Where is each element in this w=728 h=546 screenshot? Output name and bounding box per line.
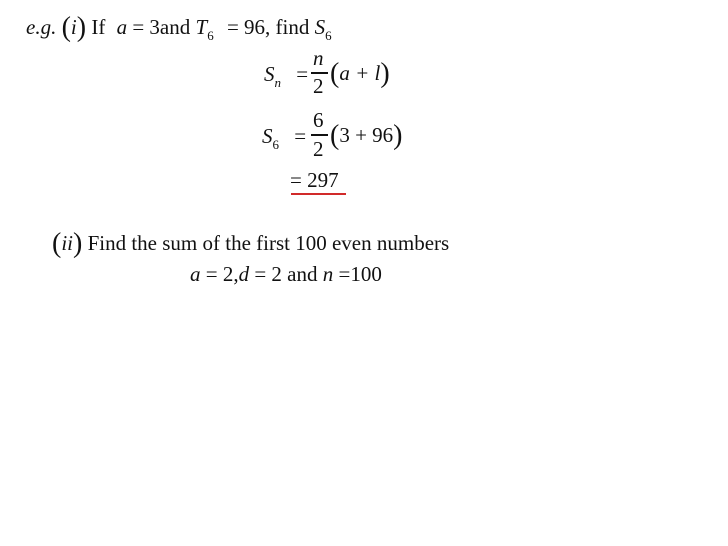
- substitution-lhs: [262, 124, 307, 152]
- given-d: d: [238, 262, 250, 286]
- open-paren: (: [61, 12, 71, 43]
- eg-label: e.g.: [26, 15, 57, 39]
- given-a: a: [190, 262, 201, 286]
- subst-denominator: 2: [313, 137, 324, 161]
- S-subscript: 6: [325, 28, 332, 43]
- formula-denominator: 2: [313, 74, 324, 98]
- given-n: n: [322, 262, 334, 286]
- subst-subscript: 6: [272, 137, 279, 152]
- given-a-value: = 2,: [205, 262, 239, 286]
- formula-expr: a + l: [339, 61, 381, 85]
- result-underline: [291, 193, 346, 195]
- T-subscript: 6: [207, 28, 214, 43]
- equals: =: [226, 15, 239, 39]
- var-a: a: [116, 15, 128, 39]
- formula-subscript: n: [274, 75, 281, 90]
- part-two-question: Find the sum of the first 100 even numbers: [87, 231, 450, 255]
- close-paren: ): [73, 228, 83, 259]
- and-word: and: [159, 15, 191, 39]
- var-S: S: [314, 15, 326, 39]
- close-paren: ): [380, 58, 390, 89]
- subst-expr: 3 + 96: [339, 123, 394, 147]
- formula-lhs: [264, 62, 309, 90]
- formula-S: S: [264, 62, 275, 86]
- close-paren: ): [76, 12, 87, 43]
- find-word: find: [275, 15, 310, 39]
- part-two-question-line: [52, 226, 449, 258]
- subst-equals: =: [294, 124, 307, 148]
- open-paren: (: [330, 120, 340, 151]
- example-line: [26, 10, 332, 42]
- close-paren: ): [393, 120, 403, 151]
- if-word: If: [91, 15, 106, 39]
- part-two-label: ii: [61, 231, 73, 255]
- formula-equals: =: [296, 62, 309, 86]
- part-two-given-line: [190, 262, 382, 287]
- given-d-value: = 2 and: [254, 262, 318, 286]
- open-paren: (: [330, 58, 340, 89]
- part-one-label: i: [70, 15, 77, 39]
- subst-numerator: 6: [313, 108, 324, 132]
- given-n-value: =100: [338, 262, 382, 286]
- result-value: = 297: [290, 168, 339, 192]
- subst-S: S: [262, 124, 273, 148]
- subst-fraction-bar: [311, 134, 328, 136]
- equals: =: [132, 15, 145, 39]
- formula-numerator: n: [313, 46, 324, 70]
- a-value: 3: [149, 15, 160, 39]
- T-value: 96,: [244, 15, 271, 39]
- open-paren: (: [52, 228, 62, 259]
- formula-expression: [330, 56, 390, 88]
- subst-expression: [330, 118, 403, 150]
- var-T: T: [195, 15, 208, 39]
